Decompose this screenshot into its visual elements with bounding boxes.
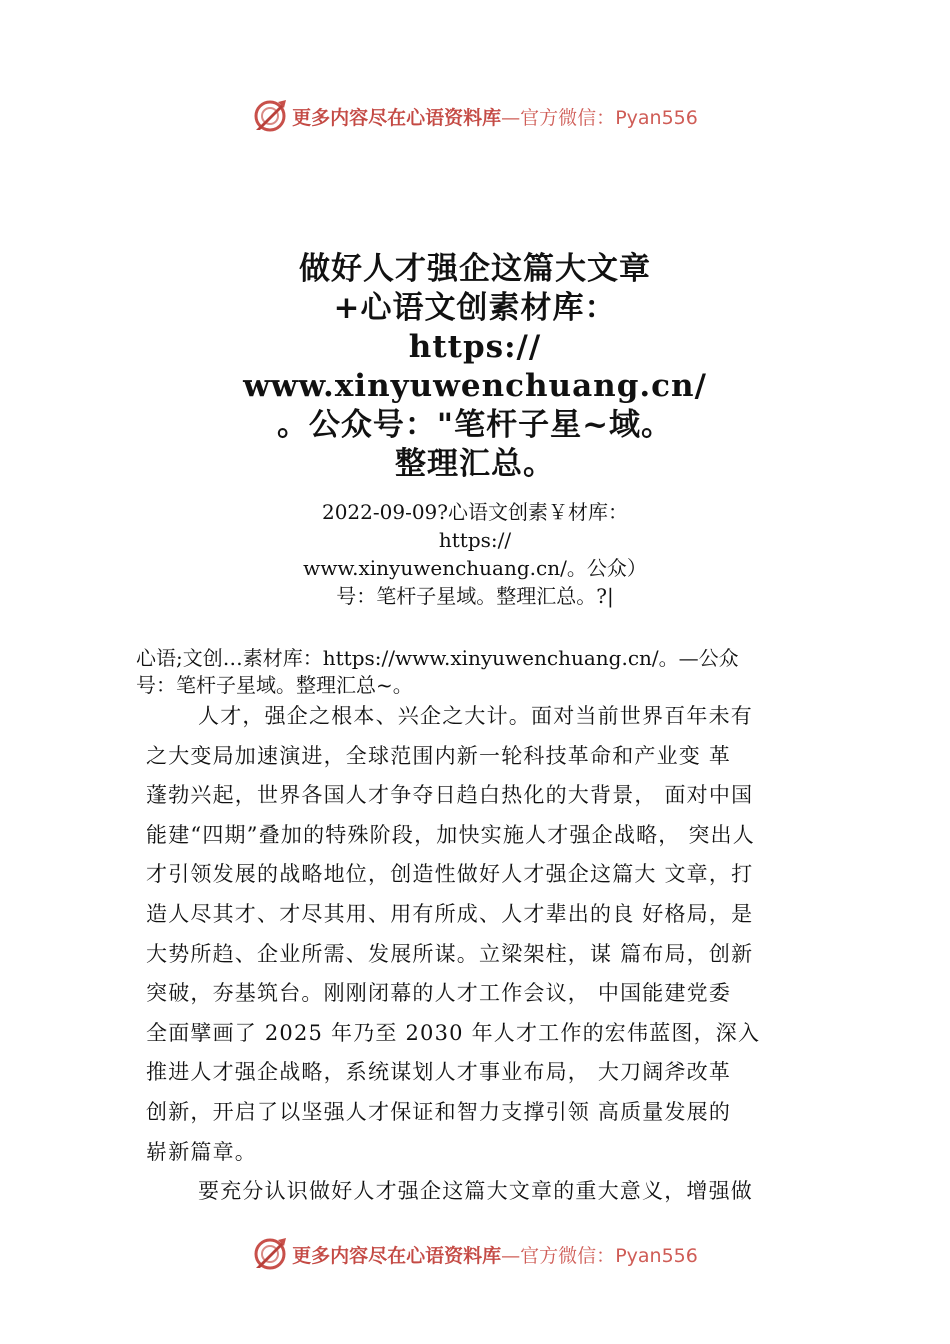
body-line: 能建“四期”叠加的特殊阶段，加快实施人才强企战略， 突出人 [146, 822, 755, 847]
header-watermark [0, 96, 950, 136]
title-line: https:// [408, 329, 542, 365]
watermark-text: 更多内容尽在心语资料库—官方微信：Pyan556 [292, 1244, 698, 1267]
body-line: 蓬勃兴起，世界各国人才争夺日趋白热化的大背景， 面对中国 [146, 783, 754, 808]
body-line: 推进人才强企战略，系统谋划人才事业布局， 大刀阔斧改革 [146, 1060, 732, 1085]
body-line: 人才，强企之根本、兴企之大计。面对当前世界百年未有 [198, 704, 753, 728]
body-line: 之大变局加速演进，全球范围内新一轮科技革命和产业变 革 [146, 743, 732, 768]
meta-line: www.xinyuwenchuang.cn/。公众） [303, 556, 647, 580]
title-line: www.xinyuwenchuang.cn/ [243, 368, 707, 404]
body-line: 突破，夯基筑台。刚刚闭幕的人才工作会议， 中国能建党委 [146, 981, 732, 1006]
document-title [0, 250, 950, 484]
title-line: 做好人才强企这篇大文章 [299, 251, 651, 287]
article-body [146, 697, 846, 1212]
source-note-line: 号：笔杆子星域。整理汇总~。 [136, 673, 413, 697]
body-line: 造人尽其才、才尽其用、用有所成、人才辈出的良 好格局，是 [146, 901, 754, 926]
document-meta [0, 498, 950, 610]
meta-line: 2022-09-09?心语文创素￥材库： [321, 500, 629, 524]
body-line: 大势所趋、企业所需、发展所谋。立梁架柱，谋 篇布局，创新 [146, 941, 754, 966]
source-note [136, 645, 856, 699]
meta-line: 号：笔杆子星域。整理汇总。?| [336, 584, 614, 608]
footer-watermark [0, 1234, 950, 1274]
body-line: 要充分认识做好人才强企这篇大文章的重大意义，增强做 [198, 1179, 753, 1204]
body-line: 才引领发展的战略地位，创造性做好人才强企这篇大 文章，打 [146, 862, 754, 887]
quill-seal-icon [252, 98, 288, 134]
source-note-line: 心语;文创…素材库：https://www.xinyuwenchuang.cn/。—公众 [136, 646, 739, 670]
title-line: 整理汇总。 [395, 446, 555, 482]
title-line: +心语文创素材库： [333, 290, 617, 326]
quill-seal-icon [252, 1236, 288, 1272]
meta-line: https:// [438, 528, 512, 552]
body-line: 崭新篇章。 [146, 1139, 257, 1164]
title-line: 。公众号："笔杆子星~域。 [276, 407, 674, 443]
body-line: 全面擘画了 2025 年乃至 2030 年人才工作的宏伟蓝图，深入 [146, 1020, 761, 1045]
body-line: 创新，开启了以坚强人才保证和智力支撑引领 高质量发展的 [146, 1099, 732, 1124]
watermark-text: 更多内容尽在心语资料库—官方微信：Pyan556 [292, 106, 698, 129]
